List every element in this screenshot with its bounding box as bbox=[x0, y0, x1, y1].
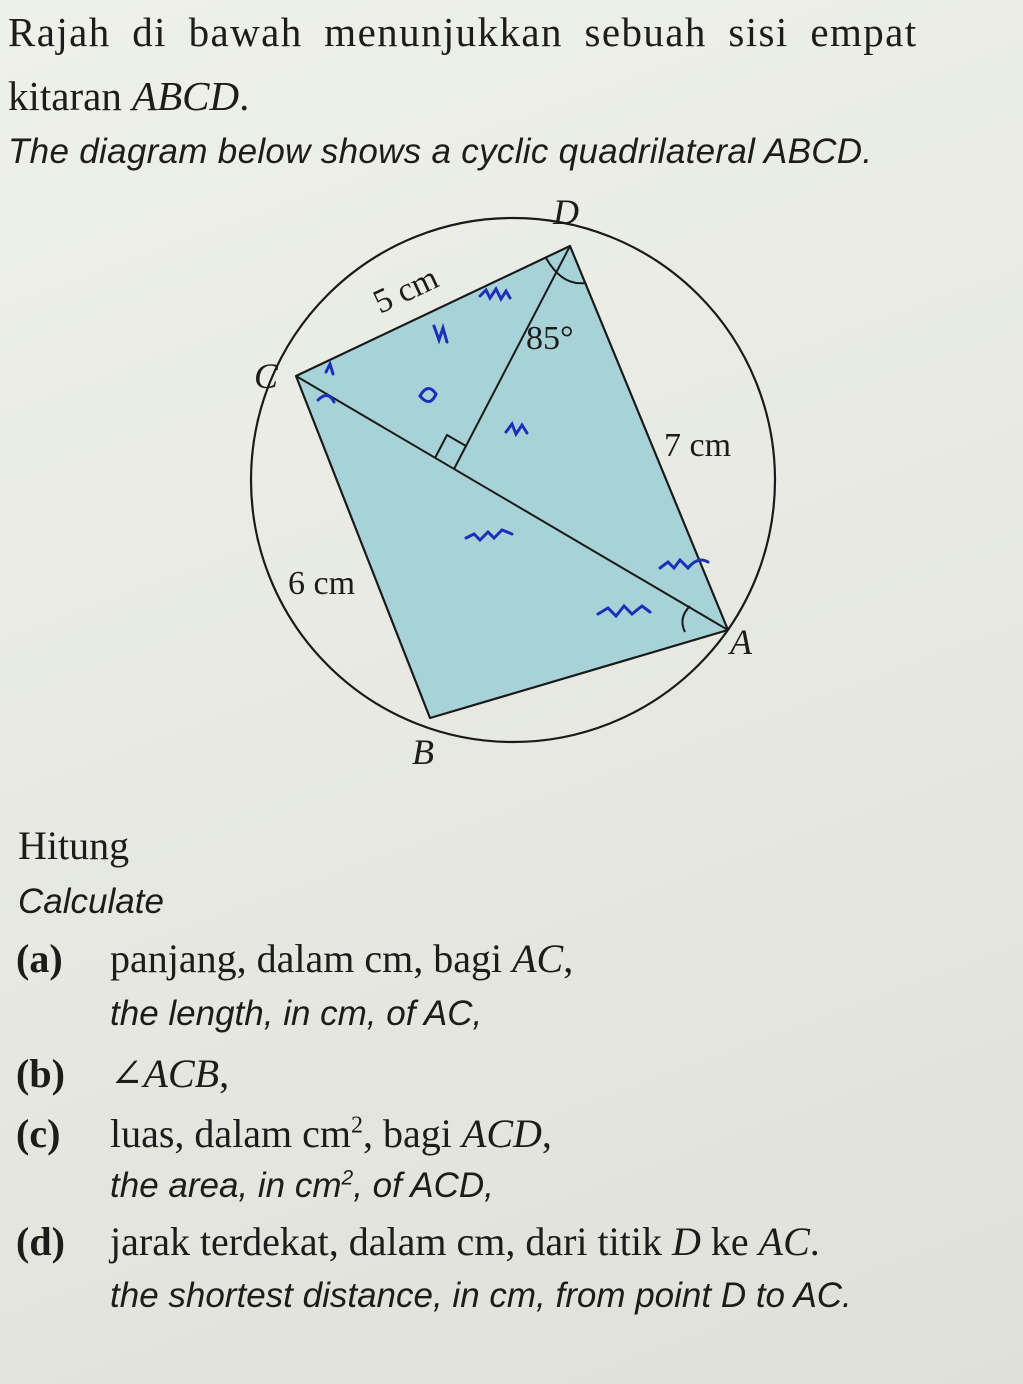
question-d-key: (d) bbox=[16, 1219, 65, 1264]
calculate-title-english: Calculate bbox=[18, 882, 164, 921]
question-b bbox=[16, 1050, 229, 1097]
vertex-label-c: C bbox=[254, 356, 279, 396]
question-c-malay-mid: , bagi bbox=[363, 1111, 462, 1156]
intro-malay-line-1: Rajah di bawah menunjukkan sebuah sisi empat bbox=[8, 9, 918, 55]
question-a-malay-prefix: panjang, dalam cm, bagi bbox=[110, 936, 513, 981]
question-c-malay-sup: 2 bbox=[351, 1112, 364, 1139]
angle-label-d: 85° bbox=[526, 320, 574, 357]
intro-malay-line-2-prefix: kitaran bbox=[8, 73, 133, 119]
question-d-malay-math2: AC bbox=[758, 1219, 810, 1264]
question-a-malay bbox=[110, 936, 573, 981]
intro-english: The diagram below shows a cyclic quadrilateral ABCD. bbox=[8, 132, 873, 171]
question-c-malay-prefix: luas, dalam cm bbox=[110, 1111, 352, 1156]
question-a-key: (a) bbox=[16, 936, 63, 981]
question-c-malay-suffix: , bbox=[541, 1111, 552, 1156]
question-c-english-suffix: , of ACD, bbox=[353, 1166, 494, 1205]
cyclic-quadrilateral-diagram bbox=[240, 186, 800, 786]
vertex-label-a: A bbox=[730, 622, 752, 662]
intro-malay-line-2 bbox=[8, 72, 249, 120]
question-a-english: the length, in cm, of AC, bbox=[110, 994, 483, 1033]
question-c-english-sup: 2 bbox=[341, 1166, 354, 1190]
quadrilateral-abcd bbox=[296, 246, 728, 718]
side-label-cd: 5 cm bbox=[367, 259, 445, 322]
question-c-english-prefix: the area, in cm bbox=[110, 1166, 342, 1205]
question-a-malay-math: AC bbox=[512, 936, 564, 981]
question-b-malay-suffix: , bbox=[219, 1051, 230, 1096]
question-d-malay-mid: ke bbox=[700, 1219, 759, 1264]
question-d-malay-prefix: jarak terdekat, dalam cm, dari titik bbox=[110, 1219, 672, 1264]
question-d-malay-suffix: . bbox=[809, 1219, 820, 1264]
question-d-malay bbox=[110, 1219, 820, 1264]
question-c-malay-math: ACD bbox=[461, 1111, 542, 1156]
question-a bbox=[16, 935, 573, 982]
question-d-english: the shortest distance, in cm, from point D to AC. bbox=[110, 1276, 852, 1315]
question-b-key: (b) bbox=[16, 1051, 65, 1096]
question-c-malay bbox=[110, 1111, 552, 1156]
question-c bbox=[16, 1110, 552, 1157]
vertex-label-d: D bbox=[553, 192, 579, 232]
question-d bbox=[16, 1218, 820, 1265]
side-label-da: 7 cm bbox=[664, 427, 732, 464]
vertex-label-b: B bbox=[412, 732, 434, 772]
side-label-cb: 6 cm bbox=[288, 565, 356, 602]
question-b-malay-math: ∠ACB bbox=[110, 1051, 220, 1096]
question-d-malay-math: D bbox=[672, 1219, 701, 1264]
question-c-key: (c) bbox=[16, 1111, 61, 1156]
quadrilateral-name: ABCD bbox=[132, 73, 240, 119]
question-c-english bbox=[110, 1166, 494, 1206]
question-b-malay bbox=[110, 1051, 229, 1096]
calculate-title-malay: Hitung bbox=[18, 823, 130, 868]
question-a-malay-suffix: , bbox=[563, 936, 574, 981]
intro-malay-line-2-suffix: . bbox=[239, 73, 250, 119]
